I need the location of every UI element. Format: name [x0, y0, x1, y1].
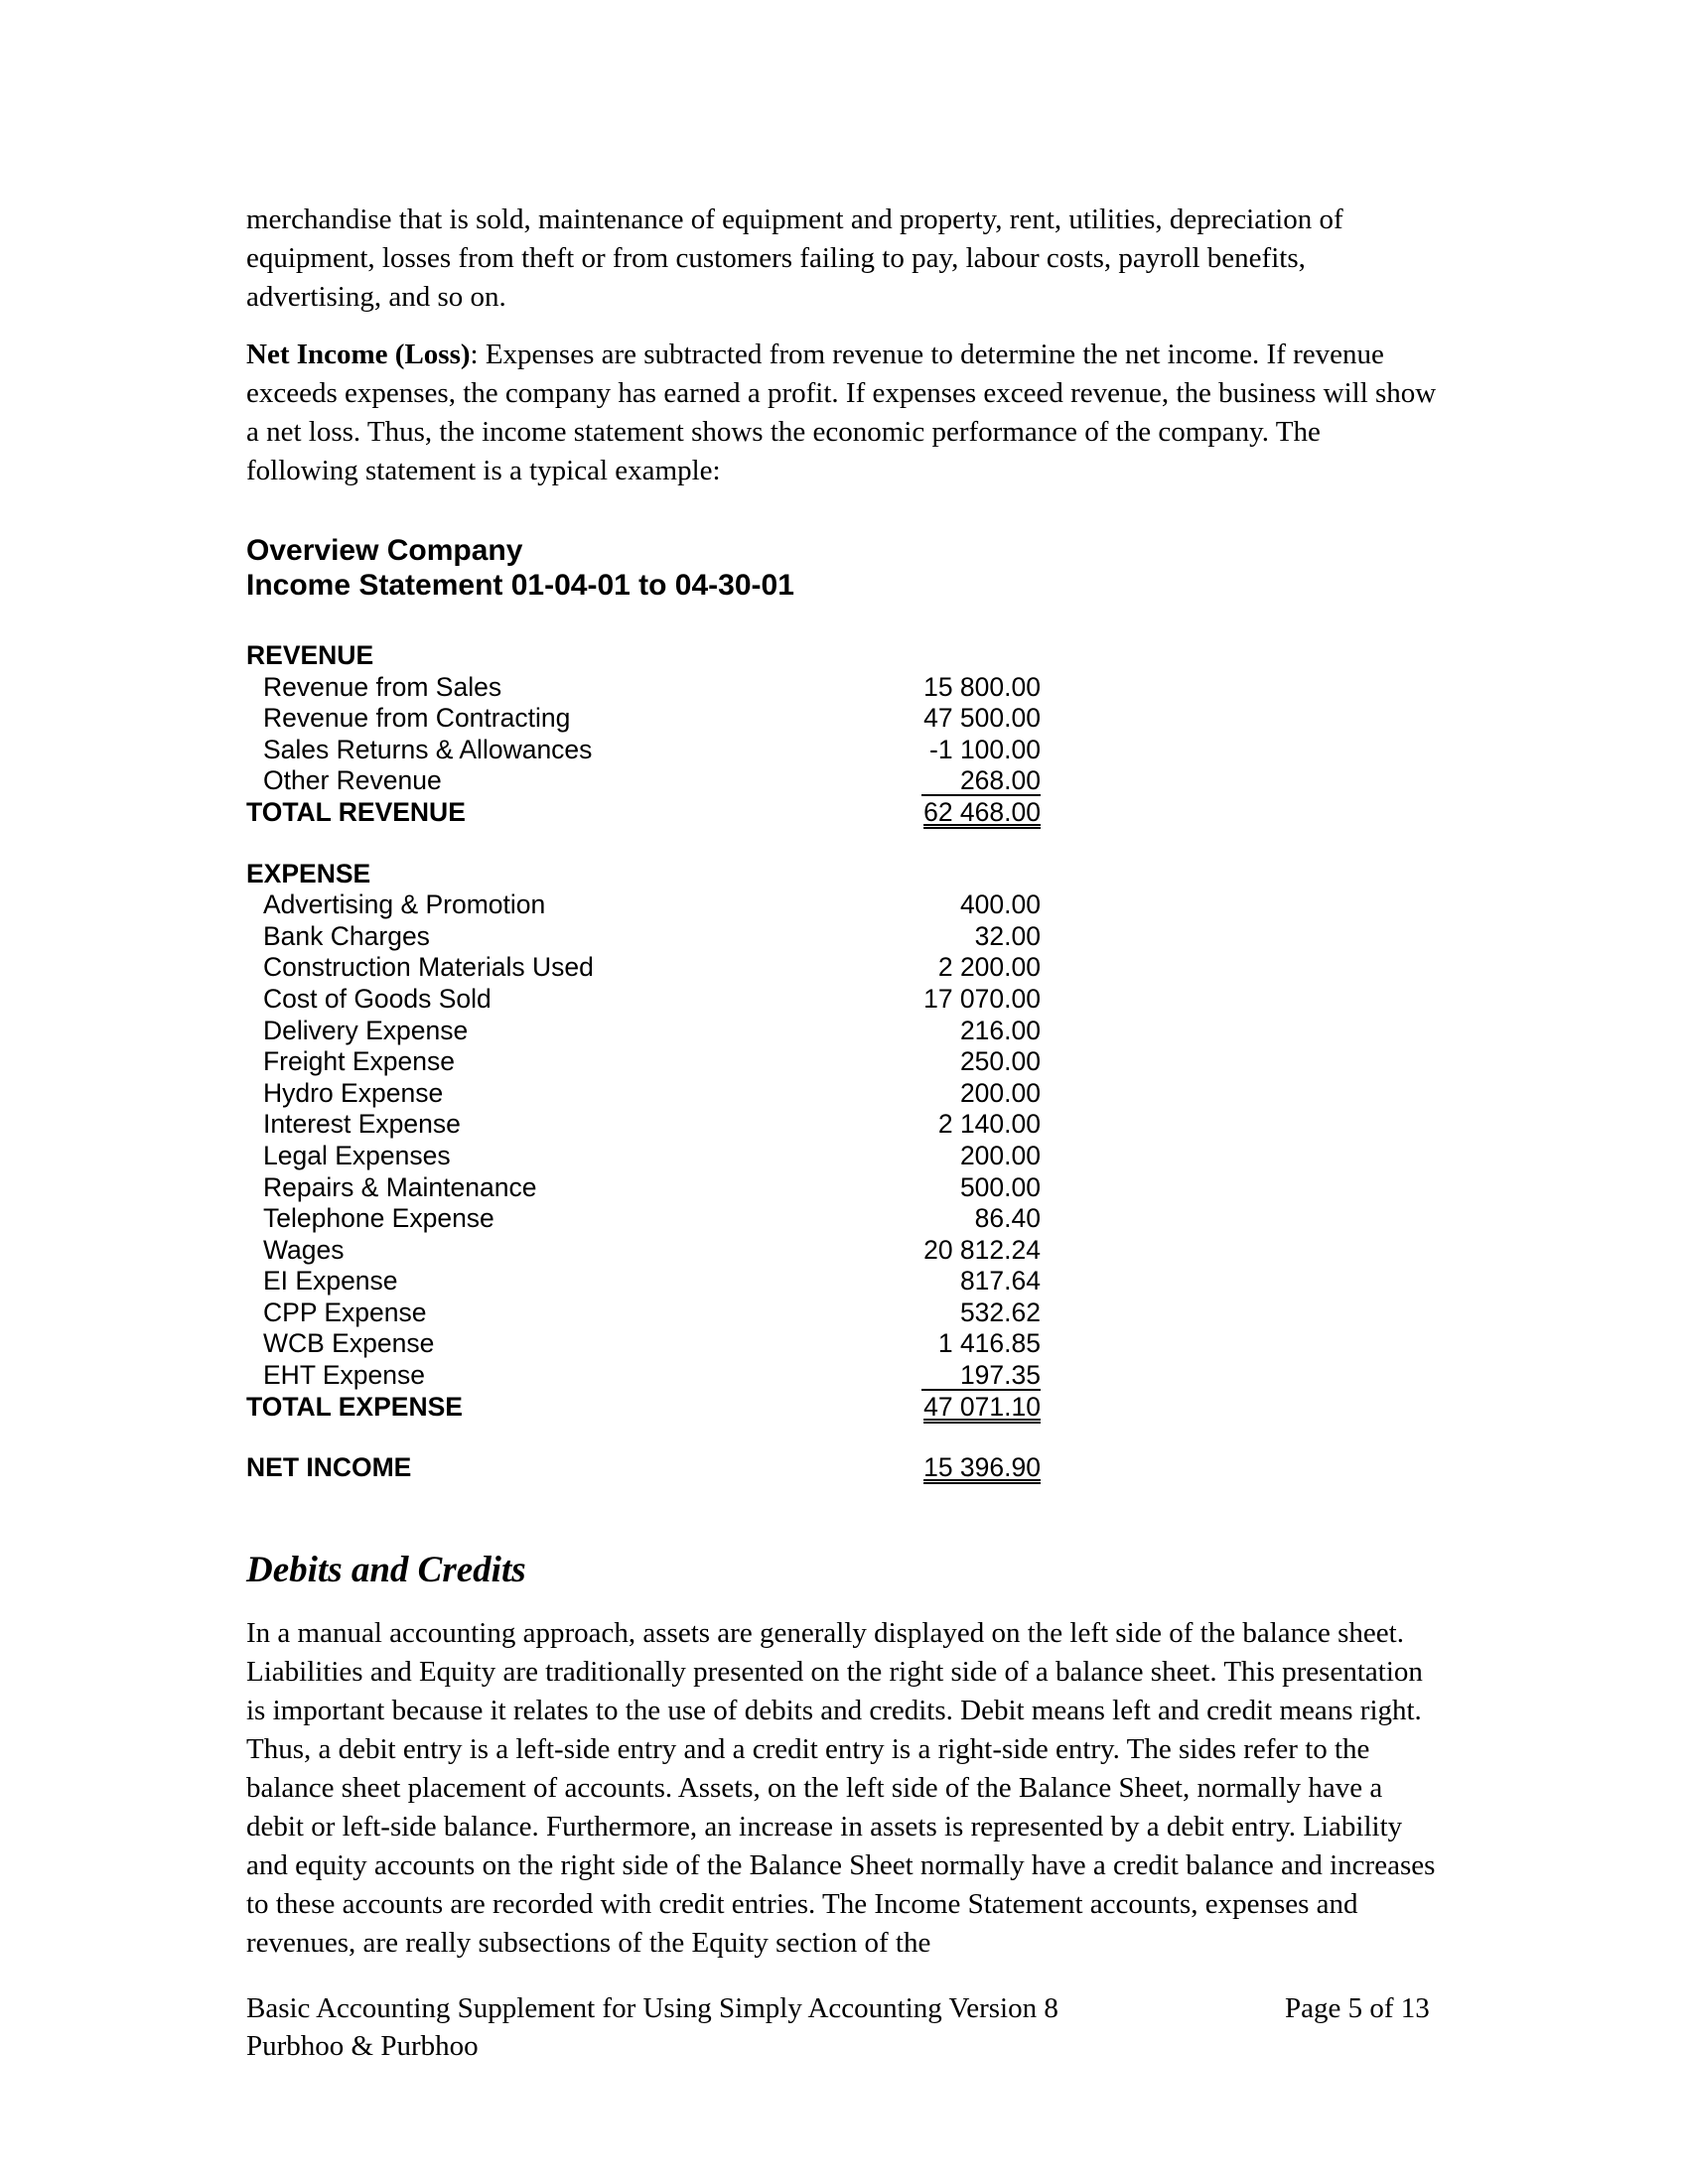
expense-amount: 20 812.24: [923, 1234, 1041, 1265]
expense-row: [246, 1172, 1041, 1204]
total-revenue-row: [246, 797, 1041, 829]
revenue-label: Sales Returns & Allowances: [263, 734, 593, 764]
expense-row: [246, 1016, 1041, 1047]
expense-amount: 1 416.85: [937, 1328, 1041, 1359]
expense-amount: 216.00: [959, 1015, 1041, 1045]
footer-book-title: Basic Accounting Supplement for Using Simply Accounting Version 8: [246, 1992, 1058, 2024]
expense-header-row: [246, 859, 1041, 890]
expense-amount: 400.00: [959, 889, 1041, 920]
expense-amount: 817.64: [959, 1266, 1041, 1297]
expense-label: Legal Expenses: [263, 1140, 451, 1170]
total-revenue-amount: 62 468.00: [923, 796, 1041, 827]
expense-label: Bank Charges: [263, 920, 430, 951]
total-expense-label: TOTAL EXPENSE: [246, 1391, 463, 1422]
expense-label: CPP Expense: [263, 1297, 427, 1327]
expense-row: [246, 1109, 1041, 1141]
section-heading: Debits and Credits: [246, 1550, 526, 1590]
expense-amount: 86.40: [974, 1203, 1041, 1234]
expense-label: Repairs & Maintenance: [263, 1171, 537, 1202]
footer-left: [246, 1989, 1058, 2065]
revenue-header: REVENUE: [246, 640, 374, 670]
income-statement: [246, 640, 1041, 1484]
expense-label: Interest Expense: [263, 1109, 461, 1140]
expense-row: [246, 1360, 1041, 1392]
expense-row: [246, 889, 1041, 921]
expense-row: [246, 1235, 1041, 1267]
expense-amount: 32.00: [974, 920, 1041, 951]
expense-label: Cost of Goods Sold: [263, 983, 492, 1014]
total-expense-amount: 47 071.10: [923, 1391, 1041, 1422]
expense-amount: 532.62: [959, 1297, 1041, 1327]
paragraph-net-income-body: : Expenses are subtracted from revenue to determine the net income. If revenue exceeds expenses, the company has earned a profit. If expenses exceed revenue, the business will show a net loss. Thus, the income statement shows the economic performance of the company. The following statement is a typical example:: [246, 339, 1437, 486]
expense-label: Delivery Expense: [263, 1015, 469, 1045]
statement-title: Income Statement 01-04-01 to 04-30-01: [246, 569, 794, 602]
expense-amount: 200.00: [959, 1077, 1041, 1108]
expense-row: [246, 1078, 1041, 1110]
expense-amount: 2 140.00: [937, 1109, 1041, 1140]
revenue-row: [246, 735, 1041, 766]
expense-amount: [921, 1360, 1041, 1392]
expense-row: [246, 921, 1041, 953]
expense-label: EHT Expense: [263, 1360, 426, 1391]
expense-label: Hydro Expense: [263, 1077, 444, 1108]
revenue-header-row: [246, 640, 1041, 672]
net-income-row: [246, 1452, 1041, 1484]
expense-amount: 500.00: [959, 1171, 1041, 1202]
company-name: Overview Company: [246, 534, 523, 567]
expense-row: [246, 1203, 1041, 1235]
revenue-label: Other Revenue: [263, 765, 442, 796]
net-income-amount: 15 396.90: [923, 1452, 1041, 1483]
expense-label: Advertising & Promotion: [263, 889, 546, 920]
revenue-amount-underlined: 268.00: [921, 767, 1041, 796]
expense-row: [246, 1297, 1041, 1329]
expense-row: [246, 1328, 1041, 1360]
revenue-amount: 15 800.00: [923, 671, 1041, 702]
expense-label: WCB Expense: [263, 1328, 435, 1359]
net-income-label: NET INCOME: [246, 1452, 412, 1483]
revenue-row: [246, 703, 1041, 735]
expense-amount: 250.00: [959, 1046, 1041, 1077]
revenue-row: [246, 765, 1041, 797]
expense-row: [246, 1266, 1041, 1297]
revenue-row: [246, 672, 1041, 704]
expense-row: [246, 952, 1041, 984]
expense-label: Wages: [263, 1234, 345, 1265]
footer-authors: Purbhoo & Purbhoo: [246, 2030, 479, 2062]
paragraph-debits-credits: In a manual accounting approach, assets are generally displayed on the left side of the balance sheet. Liabilities and Equity are traditionally presented on the right side of a balance sheet. This presentation is important because it relates to the use of debits and credits. Debit means left and credit means right. Thus, a debit entry is a left-side entry and a credit entry is a right-side entry. The sides refer to the balance sheet placement of accounts. Assets, on the left side of the Balance Sheet, normally have a debit or left-side balance. Furthermore, an increase in assets is represented by a debit entry. Liability and equity accounts on the right side of the Balance Sheet normally have a credit balance and increases to these accounts are recorded with credit entries. The Income Statement accounts, expenses and revenues, are really subsections of the Equity section of the: [246, 1617, 1436, 1959]
expense-label: Construction Materials Used: [263, 952, 594, 983]
revenue-amount: [921, 765, 1041, 797]
expense-label: Telephone Expense: [263, 1203, 494, 1234]
term-net-income: Net Income (Loss): [246, 339, 471, 370]
expense-row: [246, 1046, 1041, 1078]
total-revenue-label: TOTAL REVENUE: [246, 796, 466, 827]
total-expense-row: [246, 1392, 1041, 1424]
statement-title-block: [246, 533, 794, 603]
revenue-amount: -1 100.00: [929, 734, 1041, 764]
expense-label: EI Expense: [263, 1266, 398, 1297]
expense-amount: 2 200.00: [937, 952, 1041, 983]
expense-amount-underlined: 197.35: [921, 1362, 1041, 1391]
paragraph-net-income: [246, 336, 1438, 490]
revenue-label: Revenue from Sales: [263, 671, 502, 702]
expense-amount: 17 070.00: [923, 983, 1041, 1014]
expense-amount: 200.00: [959, 1140, 1041, 1170]
revenue-amount: 47 500.00: [923, 703, 1041, 734]
expense-header: EXPENSE: [246, 858, 371, 888]
expense-label: Freight Expense: [263, 1046, 455, 1077]
expense-row: [246, 984, 1041, 1016]
paragraph-expenses-continued: merchandise that is sold, maintenance of equipment and property, rent, utilities, depreciation of equipment, losses from theft or from customers failing to pay, labour costs, payroll benefits, advertising, and so on.: [246, 204, 1343, 313]
revenue-label: Revenue from Contracting: [263, 703, 571, 734]
footer-page-number: Page 5 of 13: [1285, 1992, 1430, 2024]
expense-row: [246, 1141, 1041, 1172]
